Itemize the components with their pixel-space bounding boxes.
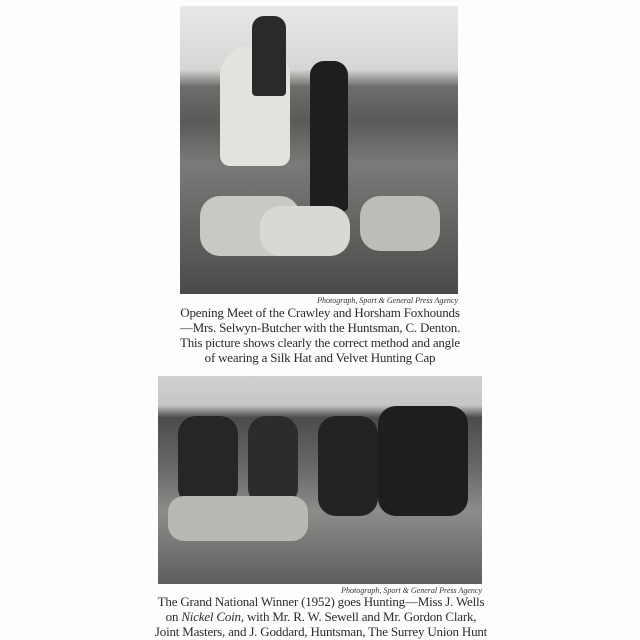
caption-line: Opening Meet of the Crawley and Horsham Foxhounds — [180, 305, 460, 320]
hound — [360, 196, 440, 251]
rider-figure — [252, 16, 286, 96]
photo-grand-national-winner — [158, 376, 482, 584]
hound — [260, 206, 350, 256]
hounds-pack — [168, 496, 308, 541]
photo-credit: Photograph, Sport & General Press Agency — [341, 586, 482, 595]
photo-opening-meet — [180, 6, 458, 294]
horse-rider — [248, 416, 298, 506]
horse-rider — [178, 416, 238, 506]
caption-text: on — [165, 609, 182, 624]
horse-rider — [378, 406, 468, 516]
caption-line: This picture shows clearly the correct method and angle — [180, 335, 460, 350]
caption-line: of wearing a Silk Hat and Velvet Hunting Cap — [204, 350, 436, 365]
caption-line: The Grand National Winner (1952) goes Hunting—Miss J. Wells — [157, 594, 485, 609]
horse-name: Nickel Coin — [181, 609, 241, 624]
caption-line: Joint Masters, and J. Goddard, Huntsman, The Surrey Union Hunt — [154, 624, 488, 639]
photo-credit: Photograph, Sport & General Press Agency — [317, 296, 458, 305]
horse-rider — [318, 416, 378, 516]
huntsman-figure — [310, 61, 348, 211]
caption-line — [152, 609, 490, 624]
caption-line: —Mrs. Selwyn-Butcher with the Huntsman, C. Denton. — [179, 320, 461, 335]
photo-caption — [172, 305, 468, 365]
caption-text: , with Mr. R. W. Sewell and Mr. Gordon Clark, — [240, 609, 477, 624]
photo-caption — [152, 594, 490, 639]
